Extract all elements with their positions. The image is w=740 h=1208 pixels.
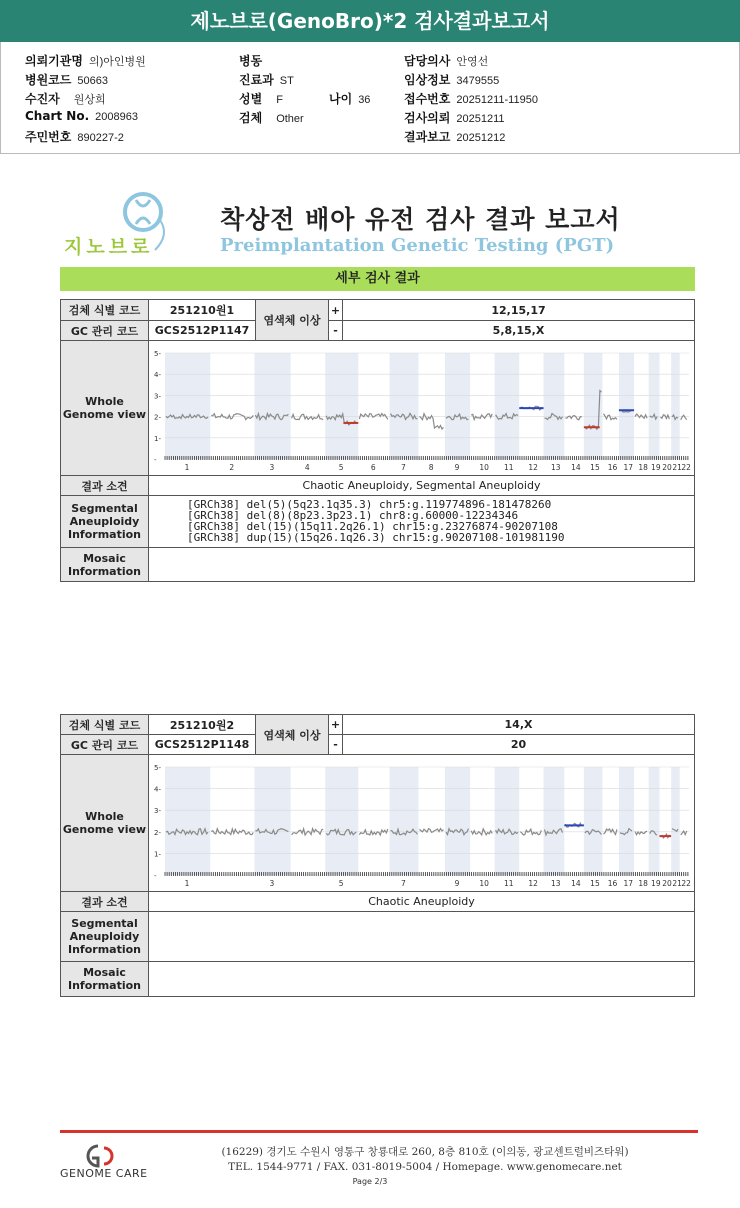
segmental-label: Segmental Aneuploidy Information: [61, 912, 149, 962]
y-tick-label: 4-: [154, 785, 161, 794]
chromosome-band: [389, 353, 418, 459]
loss-value: 20: [343, 735, 695, 755]
chromosome-band: [325, 767, 358, 875]
x-tick-label: 20: [662, 879, 672, 888]
chromosome-band: [254, 767, 290, 875]
page-number: Page 2/3: [352, 1177, 388, 1186]
gc-code-label: GC 관리 코드: [61, 321, 149, 341]
age-field: 나이 36: [329, 92, 371, 106]
dept-field: 진료과 ST: [239, 73, 294, 87]
x-tick-label: 21: [672, 879, 682, 888]
chromosome-band: [445, 353, 470, 459]
y-tick-label: -: [154, 872, 157, 880]
gc-code-label: GC 관리 코드: [61, 735, 149, 755]
x-tick-label: 12: [528, 463, 538, 472]
x-tick-label: 11: [503, 463, 514, 472]
document-title: 착상전 배아 유전 검사 결과 보고서: [220, 205, 621, 234]
collector-field: 수진자 원상희: [25, 92, 106, 106]
chromosome-band: [495, 353, 520, 459]
gc-code-value: GCS2512P1148: [149, 735, 256, 755]
x-tick-label: 22: [681, 463, 691, 472]
footer-address: [170, 1145, 680, 1175]
segmental-entry: [GRCh38] del(15)(15q11.2q26.1) chr15:g.23276874-90207108: [187, 520, 558, 533]
x-tick-label: 17: [623, 879, 634, 888]
genome-view-cell: [149, 341, 695, 476]
y-tick-label: 5-: [154, 350, 161, 358]
sex-field: 성별 F: [239, 92, 283, 106]
segmental-info: [149, 912, 695, 962]
sample-2-table: [60, 714, 695, 997]
result-value: Chaotic Aneuploidy: [149, 892, 695, 912]
x-tick-label: 17: [623, 463, 634, 472]
chromosome-band: [445, 767, 470, 875]
y-tick-label: 3-: [154, 392, 161, 401]
patient-info-box: [0, 42, 740, 154]
doctor-field: 담당의사 안영선: [404, 54, 489, 68]
report-date-field: 결과보고 20251212: [404, 130, 506, 144]
receipt-no-field: 접수번호 20251211-11950: [404, 92, 538, 106]
x-tick-label: 3: [269, 463, 275, 472]
x-tick-label: 21: [672, 463, 682, 472]
x-tick-label: 2: [229, 463, 235, 472]
chromosome-band: [389, 767, 418, 875]
x-tick-label: 22: [681, 879, 691, 888]
x-tick-label: 18: [638, 879, 648, 888]
chromosome-band: [325, 353, 358, 459]
x-tick-label: 14: [571, 463, 581, 472]
whole-genome-chart: [149, 755, 695, 891]
x-tick-label: 1: [184, 879, 190, 888]
gc-code-value: GCS2512P1147: [149, 321, 256, 341]
loss-sign: -: [329, 735, 343, 755]
x-tick-label: 19: [651, 463, 661, 472]
x-tick-label: 1: [184, 463, 190, 472]
y-tick-label: 5-: [154, 764, 161, 772]
y-tick-label: 4-: [154, 371, 161, 380]
whole-genome-label: Whole Genome view: [61, 341, 149, 476]
whole-genome-chart: [149, 341, 695, 475]
x-tick-label: 7: [401, 879, 406, 888]
result-label: 결과 소견: [61, 892, 149, 912]
chromosome-band: [544, 353, 565, 459]
sample-id-label: 검체 식별 코드: [61, 715, 149, 735]
hospital-code-field: 병원코드 50663: [25, 73, 108, 87]
gain-sign: +: [329, 300, 343, 321]
chromosome-band: [671, 767, 680, 875]
chromosome-band: [495, 767, 520, 875]
x-tick-label: 6: [370, 463, 376, 472]
brand-logo-text: 지노브로: [64, 236, 154, 258]
report-title: 제노브로(GenoBro)*2 검사결과보고서: [0, 0, 740, 42]
x-tick-label: 16: [607, 463, 618, 472]
chromosome-band: [649, 353, 660, 459]
chart-no-field: Chart No. 2008963: [25, 109, 138, 123]
mosaic-label: Mosaic Information: [61, 548, 149, 582]
gain-value: 14,X: [343, 715, 695, 735]
x-tick-label: 8: [428, 463, 434, 472]
abnormality-label: 염색체 이상: [256, 300, 329, 341]
gain-value: 12,15,17: [343, 300, 695, 321]
x-tick-label: 14: [571, 879, 581, 888]
ward-field: 병동: [239, 54, 263, 68]
chromosome-band: [649, 767, 660, 875]
x-tick-label: 9: [454, 463, 460, 472]
loss-sign: -: [329, 321, 343, 341]
x-tick-label: 5: [338, 879, 344, 888]
segmental-entry: [GRCh38] dup(15)(15q26.1q26.3) chr15:g.90207108-101981190: [187, 531, 565, 544]
x-tick-label: 9: [454, 879, 460, 888]
x-tick-label: 16: [607, 879, 618, 888]
segmental-label: Segmental Aneuploidy Information: [61, 496, 149, 548]
contact-line: TEL. 1544-9771 / FAX. 031-8019-5004 / Homepage. www.genomecare.net: [228, 1161, 622, 1173]
whole-genome-label: Whole Genome view: [61, 755, 149, 892]
sample-id-value: 251210원1: [149, 300, 256, 321]
x-tick-label: 15: [590, 879, 600, 888]
mosaic-value: [149, 962, 695, 997]
gain-sign: +: [329, 715, 343, 735]
plot-area: [165, 767, 689, 875]
company-name: GENOME CARE: [60, 1167, 148, 1180]
chromosome-band: [165, 353, 210, 459]
institution-field: 의뢰기관명 의)아인병원: [25, 54, 146, 68]
chromosome-band: [584, 767, 603, 875]
mosaic-value: [149, 548, 695, 582]
result-value: Chaotic Aneuploidy, Segmental Aneuploidy: [149, 476, 695, 496]
specimen-field: 검체 Other: [239, 111, 304, 125]
request-date-field: 검사의뢰 20251211: [404, 111, 505, 125]
x-tick-label: 15: [590, 463, 600, 472]
chromosome-band: [671, 353, 680, 459]
chromosome-band: [165, 767, 210, 875]
y-tick-label: 1-: [154, 434, 161, 443]
y-tick-label: 2-: [154, 828, 161, 837]
chromosome-band: [544, 767, 565, 875]
segmental-entry: [GRCh38] del(5)(5q23.1q35.3) chr5:g.119774896-181478260: [187, 498, 552, 511]
chromosome-band: [619, 353, 634, 459]
loss-value: 5,8,15,X: [343, 321, 695, 341]
footer-divider: [60, 1130, 698, 1133]
x-tick-label: 10: [479, 879, 489, 888]
x-tick-label: 7: [401, 463, 406, 472]
x-tick-label: 5: [338, 463, 344, 472]
section-title: 세부 검사 결과: [60, 267, 695, 291]
x-tick-label: 10: [479, 463, 489, 472]
chromosome-band: [254, 353, 290, 459]
x-tick-label: 12: [528, 879, 538, 888]
x-tick-label: 20: [662, 463, 672, 472]
y-tick-label: 2-: [154, 413, 161, 422]
sample-id-value: 251210원2: [149, 715, 256, 735]
x-tick-label: 11: [503, 879, 514, 888]
y-tick-label: 3-: [154, 807, 161, 816]
x-tick-label: 3: [269, 879, 275, 888]
mosaic-label: Mosaic Information: [61, 962, 149, 997]
chromosome-band: [619, 767, 634, 875]
y-tick-label: -: [154, 456, 157, 464]
x-tick-label: 4: [304, 463, 310, 472]
segmental-entry: [GRCh38] del(8)(8p23.3p23.1) chr8:g.60000-12234346: [187, 509, 519, 522]
document-subtitle: Preimplantation Genetic Testing (PGT): [220, 235, 615, 256]
genome-view-cell: [149, 755, 695, 892]
address-line: (16229) 경기도 수원시 영통구 창룡대로 260, 8층 810호 (이의동, 광교센트럴비즈타워): [221, 1146, 629, 1158]
clinical-info-field: 임상정보 3479555: [404, 73, 500, 87]
x-tick-label: 13: [550, 463, 561, 472]
sample-1-table: [60, 299, 695, 582]
sample-id-label: 검체 식별 코드: [61, 300, 149, 321]
segmental-info: [149, 496, 695, 548]
result-label: 결과 소견: [61, 476, 149, 496]
x-tick-label: 18: [638, 463, 648, 472]
plot-area: [165, 353, 689, 459]
resident-no-field: 주민번호 890227-2: [25, 130, 124, 144]
x-tick-label: 19: [651, 879, 661, 888]
x-tick-label: 13: [550, 879, 561, 888]
abnormality-label: 염색체 이상: [256, 715, 329, 755]
y-tick-label: 1-: [154, 850, 161, 859]
